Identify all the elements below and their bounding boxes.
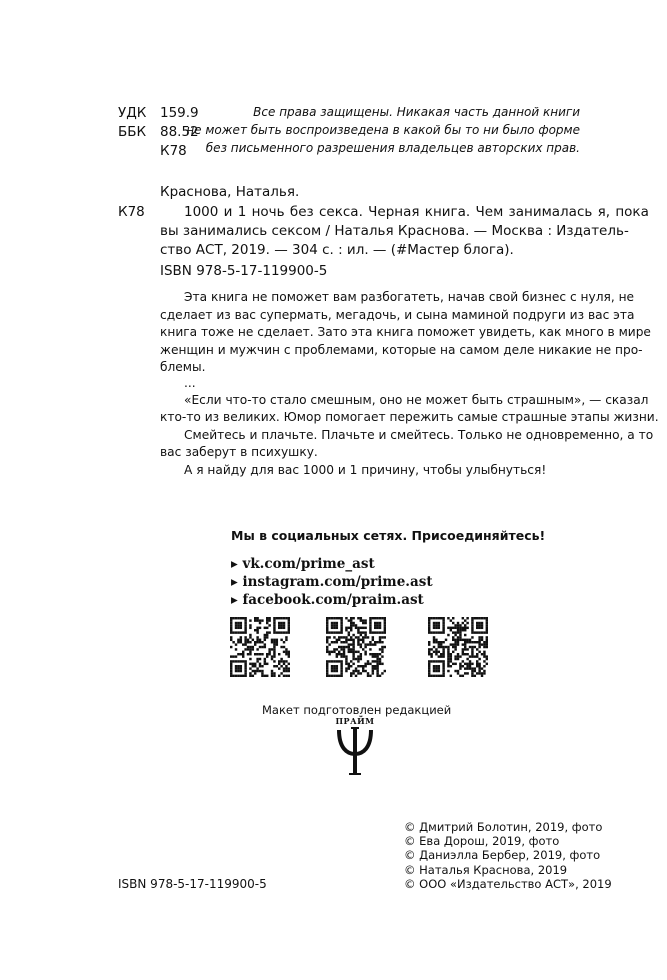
annotation-line: вас заберут в психушку. — [160, 445, 318, 459]
isbn-bottom: ISBN 978-5-17-119900-5 — [118, 877, 267, 891]
copyright-line: © ООО «Издательство АСТ», 2019 — [404, 876, 612, 891]
publisher-logo-text: ПРАЙМ — [335, 716, 375, 726]
copyright-line: © Дмитрий Болотин, 2019, фото — [404, 820, 603, 834]
qr-code-vk — [230, 617, 290, 677]
rights-line: без письменного разрешения владельцев авторских прав. — [205, 141, 580, 155]
annotation-line: А я найду для вас 1000 и 1 причину, чтобы улыбнуться! — [184, 463, 547, 477]
annotation-line: кто-то из великих. Юмор помогает пережить самые страшные этапы жизни. — [160, 410, 659, 424]
biblio-mark: К78 — [118, 204, 145, 220]
annotation-line: блемы. — [160, 360, 206, 374]
social-link-instagram[interactable]: ▸ instagram.com/prime.ast — [231, 574, 433, 590]
layout-note: Макет подготовлен редакцией — [262, 703, 452, 717]
annotation-line: «Если что-то стало смешным, оно не может быть страшным», — сказал — [184, 393, 649, 407]
biblio-line-3: ство АСТ, 2019. — 304 с. : ил. — (#Мастер блога). — [160, 242, 514, 258]
udk-value: 159.9 — [160, 105, 199, 121]
copyright-line: © Ева Дорош, 2019, фото — [404, 834, 560, 849]
rights-line: не может быть воспроизведена в какой бы то ни было форме — [186, 123, 580, 137]
biblio-line-1: 1000 и 1 ночь без секса. Черная книга. Чем занималась я, пока — [184, 204, 649, 220]
social-link-facebook[interactable]: ▸ facebook.com/praim.ast — [231, 592, 424, 608]
biblio-author: Краснова, Наталья. — [160, 184, 300, 200]
annotation-ellipsis: ... — [184, 376, 196, 390]
rights-line: Все права защищены. Никакая часть данной книги — [253, 105, 580, 119]
annotation-line: Смейтесь и плачьте. Плачьте и смейтесь. Только не одновременно, а то — [184, 428, 654, 442]
annotation-line: сделает из вас супермать, мегадочь, и сына маминой подруги из вас эта — [160, 308, 635, 322]
annotation-line: женщин и мужчин с проблемами, которые на самом деле никакие не про- — [160, 343, 643, 357]
social-link-vk[interactable]: ▸ vk.com/prime_ast — [231, 556, 375, 572]
qr-code-facebook — [428, 617, 488, 677]
author-mark: К78 — [160, 143, 187, 159]
udk-label: УДК — [118, 105, 147, 121]
annotation-line: Эта книга не поможет вам разбогатеть, начав свой бизнес с нуля, не — [184, 290, 635, 304]
biblio-isbn: ISBN 978-5-17-119900-5 — [160, 263, 328, 279]
copyright-line: © Наталья Краснова, 2019 — [404, 862, 568, 877]
annotation-line: книга тоже не сделает. Зато эта книга поможет увидеть, как много в мире — [160, 325, 651, 339]
psi-logo-icon — [325, 726, 385, 778]
qr-code-instagram — [326, 617, 386, 677]
copyright-line: © Даниэлла Бербер, 2019, фото — [404, 848, 601, 863]
publisher-logo — [325, 716, 385, 778]
bbk-value: 88.52 — [160, 124, 199, 140]
bbk-label: ББК — [118, 124, 147, 140]
rights-notice — [186, 103, 580, 157]
social-title: Мы в социальных сетях. Присоединяйтесь! — [231, 528, 546, 543]
biblio-line-2: вы занимались сексом / Наталья Краснова. — Москва : Издатель- — [160, 223, 629, 239]
copyright-list — [404, 820, 612, 891]
